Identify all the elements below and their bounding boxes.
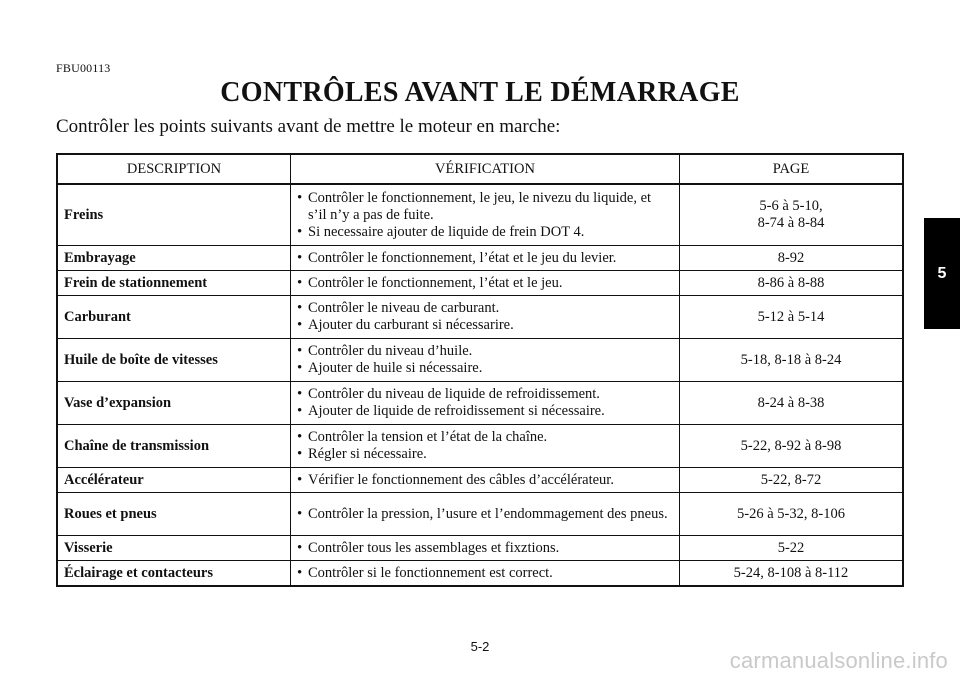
- row-description: Roues et pneus: [57, 493, 291, 536]
- table-row: [57, 493, 903, 536]
- row-page: 5-26 à 5-32, 8-106: [680, 493, 904, 536]
- check-item: • Contrôler le fonctionnement, l’état et le jeu.: [297, 275, 673, 292]
- row-page: 8-24 à 8-38: [680, 382, 904, 425]
- row-page: 5-24, 8-108 à 8-112: [680, 561, 904, 587]
- check-item: • Si necessaire ajouter de liquide de frein DOT 4.: [297, 224, 673, 241]
- row-page: 5-18, 8-18 à 8-24: [680, 339, 904, 382]
- row-verification: [291, 493, 680, 536]
- row-verification: [291, 425, 680, 468]
- table-row: [57, 382, 903, 425]
- column-header-verification: VÉRIFICATION: [291, 154, 680, 184]
- check-item: • Ajouter de liquide de refroidissement si nécessaire.: [297, 403, 673, 420]
- row-verification: [291, 536, 680, 561]
- table-row: [57, 468, 903, 493]
- page-ref: 8-74 à 8-84: [757, 215, 825, 231]
- check-item: • Ajouter de huile si nécessaire.: [297, 360, 673, 377]
- row-page: [680, 184, 904, 246]
- check-item: • Contrôler du niveau de liquide de refroidissement.: [297, 386, 673, 403]
- check-item: • Contrôler le fonctionnement, le jeu, le nivezu du liquide, et s’il n’y a pas de fuite.: [297, 190, 673, 224]
- row-description: Huile de boîte de vitesses: [57, 339, 291, 382]
- row-description: Vase d’expansion: [57, 382, 291, 425]
- row-verification: [291, 468, 680, 493]
- table-row: [57, 425, 903, 468]
- row-description: Visserie: [57, 536, 291, 561]
- row-verification: [291, 271, 680, 296]
- row-description: Accélérateur: [57, 468, 291, 493]
- table-row: [57, 339, 903, 382]
- table-row: [57, 246, 903, 271]
- row-description: Frein de stationnement: [57, 271, 291, 296]
- row-page: 5-12 à 5-14: [680, 296, 904, 339]
- page-number: 5-2: [470, 639, 490, 654]
- row-description: Chaîne de transmission: [57, 425, 291, 468]
- column-header-page: PAGE: [680, 154, 904, 184]
- intro-text: Contrôler les points suivants avant de mettre le moteur en marche:: [56, 116, 561, 137]
- column-header-description: DESCRIPTION: [57, 154, 291, 184]
- chapter-tab-label: 5: [937, 264, 947, 282]
- row-page: 8-92: [680, 246, 904, 271]
- chapter-tab: [924, 218, 960, 329]
- check-item: • Ajouter du carburant si nécessarire.: [297, 317, 673, 334]
- check-item: • Contrôler la tension et l’état de la chaîne.: [297, 429, 673, 446]
- row-verification: [291, 296, 680, 339]
- row-page: 5-22: [680, 536, 904, 561]
- checks-table: [56, 153, 904, 587]
- check-item: • Contrôler le fonctionnement, l’état et le jeu du levier.: [297, 250, 673, 267]
- check-item: • Contrôler tous les assemblages et fixztions.: [297, 540, 673, 557]
- table-row: [57, 184, 903, 246]
- check-item: • Vérifier le fonctionnement des câbles d’accélérateur.: [297, 472, 673, 489]
- row-verification: [291, 184, 680, 246]
- row-page: 5-22, 8-72: [680, 468, 904, 493]
- row-verification: [291, 246, 680, 271]
- row-verification: [291, 339, 680, 382]
- row-description: Embrayage: [57, 246, 291, 271]
- watermark: carmanualsonline.info: [729, 648, 948, 673]
- table-row: [57, 271, 903, 296]
- row-description: Carburant: [57, 296, 291, 339]
- document-code: FBU00113: [56, 61, 111, 75]
- row-verification: [291, 561, 680, 587]
- table-row: [57, 296, 903, 339]
- table-row: [57, 536, 903, 561]
- table-row: [57, 561, 903, 587]
- table-header-row: [57, 154, 903, 184]
- row-verification: [291, 382, 680, 425]
- row-page: 5-22, 8-92 à 8-98: [680, 425, 904, 468]
- check-item: • Contrôler du niveau d’huile.: [297, 343, 673, 360]
- check-item: • Contrôler le niveau de carburant.: [297, 300, 673, 317]
- row-page: 8-86 à 8-88: [680, 271, 904, 296]
- page-title: CONTRÔLES AVANT LE DÉMARRAGE: [220, 77, 740, 108]
- check-item: • Contrôler la pression, l’usure et l’endommagement des pneus.: [297, 506, 673, 523]
- page-ref: 5-6 à 5-10,: [759, 198, 823, 214]
- row-description: Freins: [57, 184, 291, 246]
- row-description: Éclairage et contacteurs: [57, 561, 291, 587]
- check-item: • Régler si nécessaire.: [297, 446, 673, 463]
- check-item: • Contrôler si le fonctionnement est correct.: [297, 565, 673, 582]
